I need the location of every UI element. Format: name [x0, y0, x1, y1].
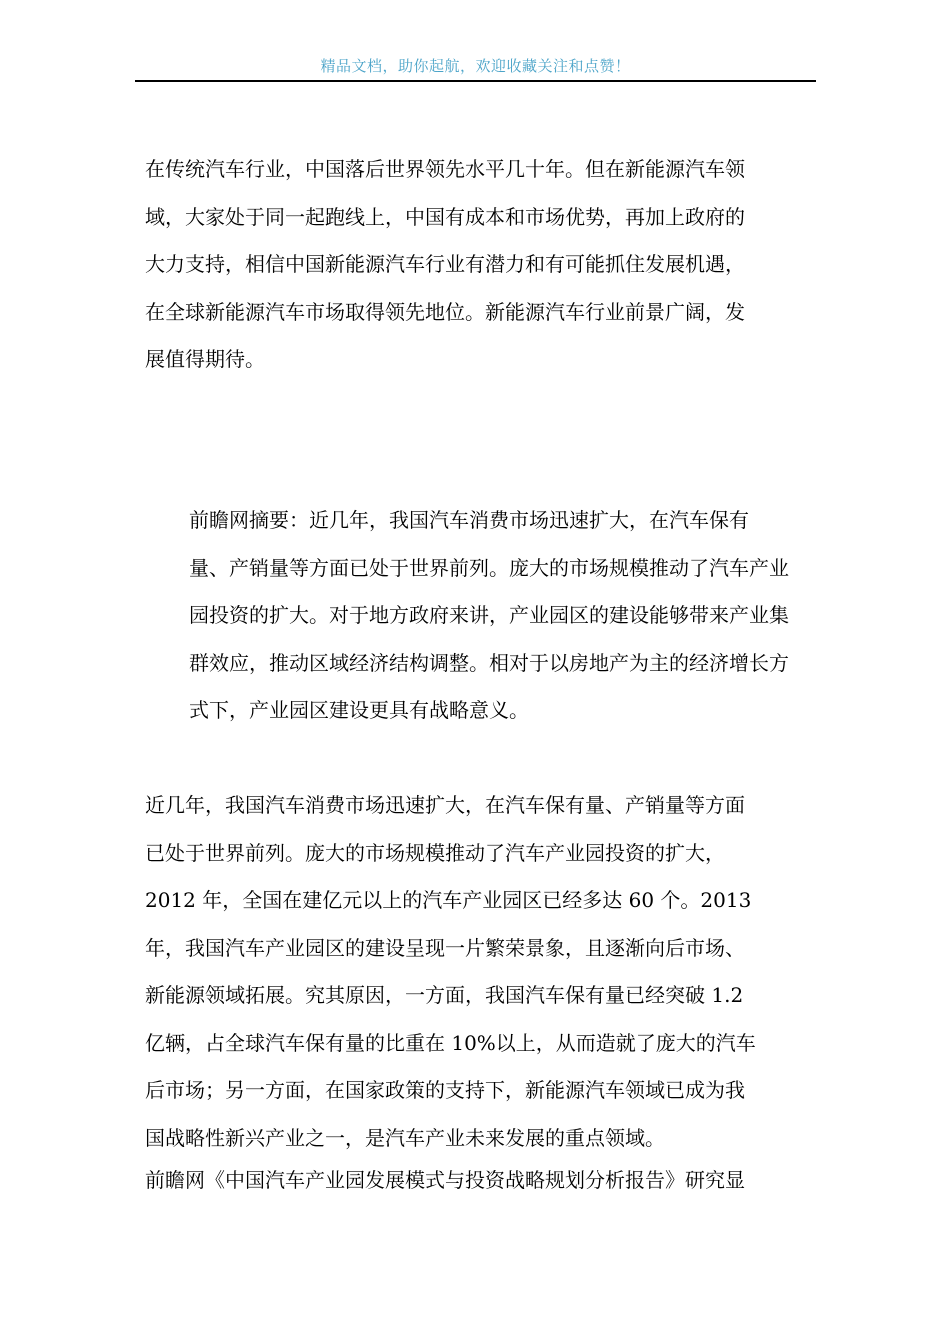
paragraph-industrial-park-growth	[145, 782, 817, 1162]
text-line: 群效应，推动区域经济结构调整。相对于以房地产为主的经济增长方	[189, 650, 789, 675]
header-slogan: 精品文档，助你起航，欢迎收藏关注和点赞！	[320, 57, 631, 75]
text-line: 在全球新能源汽车市场取得领先地位。新能源汽车行业前景广阔，发	[145, 299, 745, 324]
paragraph-ev-industry-outlook	[145, 146, 817, 384]
page-header	[135, 52, 816, 82]
text-line: 园投资的扩大。对于地方政府来讲，产业园区的建设能够带来产业集	[189, 603, 789, 627]
text-line: 前瞻网摘要：近几年，我国汽车消费市场迅速扩大，在汽车保有	[189, 508, 749, 532]
text-line: 新能源领域拓展。究其原因，一方面，我国汽车保有量已经突破 1.2	[145, 983, 744, 1007]
text-line: 亿辆，占全球汽车保有量的比重在 10%以上，从而造就了庞大的汽车	[145, 1030, 756, 1055]
text-line: 近几年，我国汽车消费市场迅速扩大，在汽车保有量、产销量等方面	[145, 793, 745, 817]
text-line: 后市场；另一方面，在国家政策的支持下，新能源汽车领域已成为我	[145, 1078, 745, 1102]
text-line: 大力支持，相信中国新能源汽车行业有潜力和有可能抓住发展机遇，	[145, 252, 745, 276]
paragraph-summary	[145, 497, 817, 735]
text-line: 已处于世界前列。庞大的市场规模推动了汽车产业园投资的扩大，	[145, 840, 725, 865]
text-line: 量、产销量等方面已处于世界前列。庞大的市场规模推动了汽车产业	[189, 555, 789, 580]
text-line: 前瞻网《中国汽车产业园发展模式与投资战略规划分析报告》研究显	[145, 1168, 745, 1192]
text-line: 2012 年，全国在建亿元以上的汽车产业园区已经多达 60 个。2013	[145, 888, 752, 912]
text-line: 在传统汽车行业，中国落后世界领先水平几十年。但在新能源汽车领	[145, 157, 745, 181]
text-line: 年，我国汽车产业园区的建设呈现一片繁荣景象，且逐渐向后市场、	[145, 935, 745, 960]
text-line: 展值得期待。	[145, 347, 265, 371]
text-line: 式下，产业园区建设更具有战略意义。	[189, 698, 529, 722]
paragraph-report-reference	[145, 1157, 817, 1205]
text-line: 国战略性新兴产业之一，是汽车产业未来发展的重点领域。	[145, 1125, 665, 1150]
text-line: 域，大家处于同一起跑线上，中国有成本和市场优势，再加上政府的	[145, 204, 745, 229]
